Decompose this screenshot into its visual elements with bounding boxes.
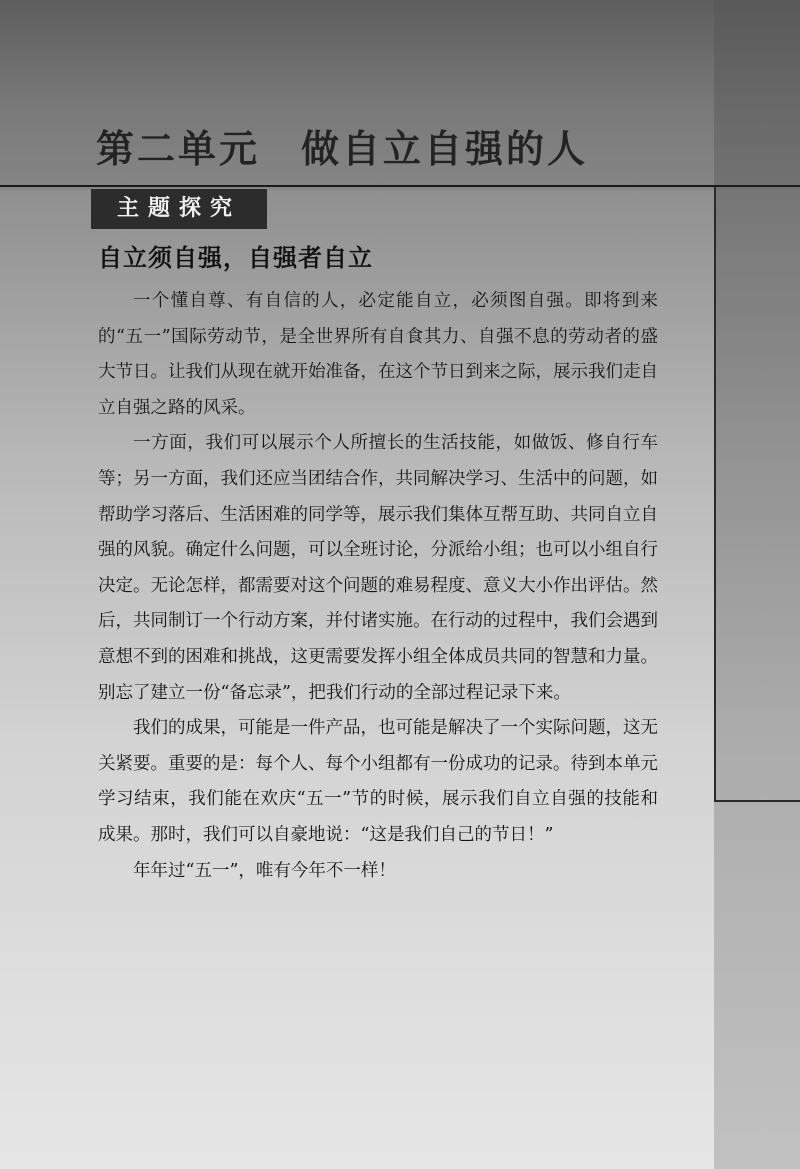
paragraph: 一个懂自尊、有自信的人，必定能自立，必须图自强。即将到来的“五一”国际劳动节，是全世界所有自食其力、自强不息的劳动者的盛大节日。让我们从现在就开始准备，在这个节日到来之际，展示我们走自立自强之路的风采。	[98, 291, 658, 418]
margin-rule-vertical	[714, 186, 716, 800]
margin-rule-horizontal	[714, 800, 800, 802]
body-text	[98, 284, 658, 889]
section-tag: 主题探究	[91, 189, 267, 229]
unit-title: 第二单元 做自立自强的人	[96, 126, 589, 171]
paragraph: 我们的成果，可能是一件产品，也可能是解决了一个实际问题，这无关紧要。重要的是：每个人、每个小组都有一份成功的记录。待到本单元学习结束，我们能在欢庆“五一”节的时候，展示我们自立自强的技能和成果。那时，我们可以自豪地说：“这是我们自己的节日！”	[98, 718, 658, 845]
paragraph: 一方面，我们可以展示个人所擅长的生活技能，如做饭、修自行车等；另一方面，我们还应当团结合作，共同解决学习、生活中的问题，如帮助学习落后、生活困难的同学等，展示我们集体互帮互助、共同自立自强的风貌。确定什么问题，可以全班讨论，分派给小组；也可以小组自行决定。无论怎样，都需要对这个问题的难易程度、意义大小作出评估。然后，共同制订一个行动方案，并付诸实施。在行动的过程中，我们会遇到意想不到的困难和挑战，这更需要发挥小组全体成员共同的智慧和力量。别忘了建立一份“备忘录”，把我们行动的全部过程记录下来。	[98, 433, 658, 703]
title-underline	[0, 185, 800, 187]
section-heading: 自立须自强，自强者自立	[98, 244, 373, 272]
page-edge-band	[714, 0, 800, 1169]
paragraph: 年年过“五一”，唯有今年不一样！	[133, 860, 396, 881]
